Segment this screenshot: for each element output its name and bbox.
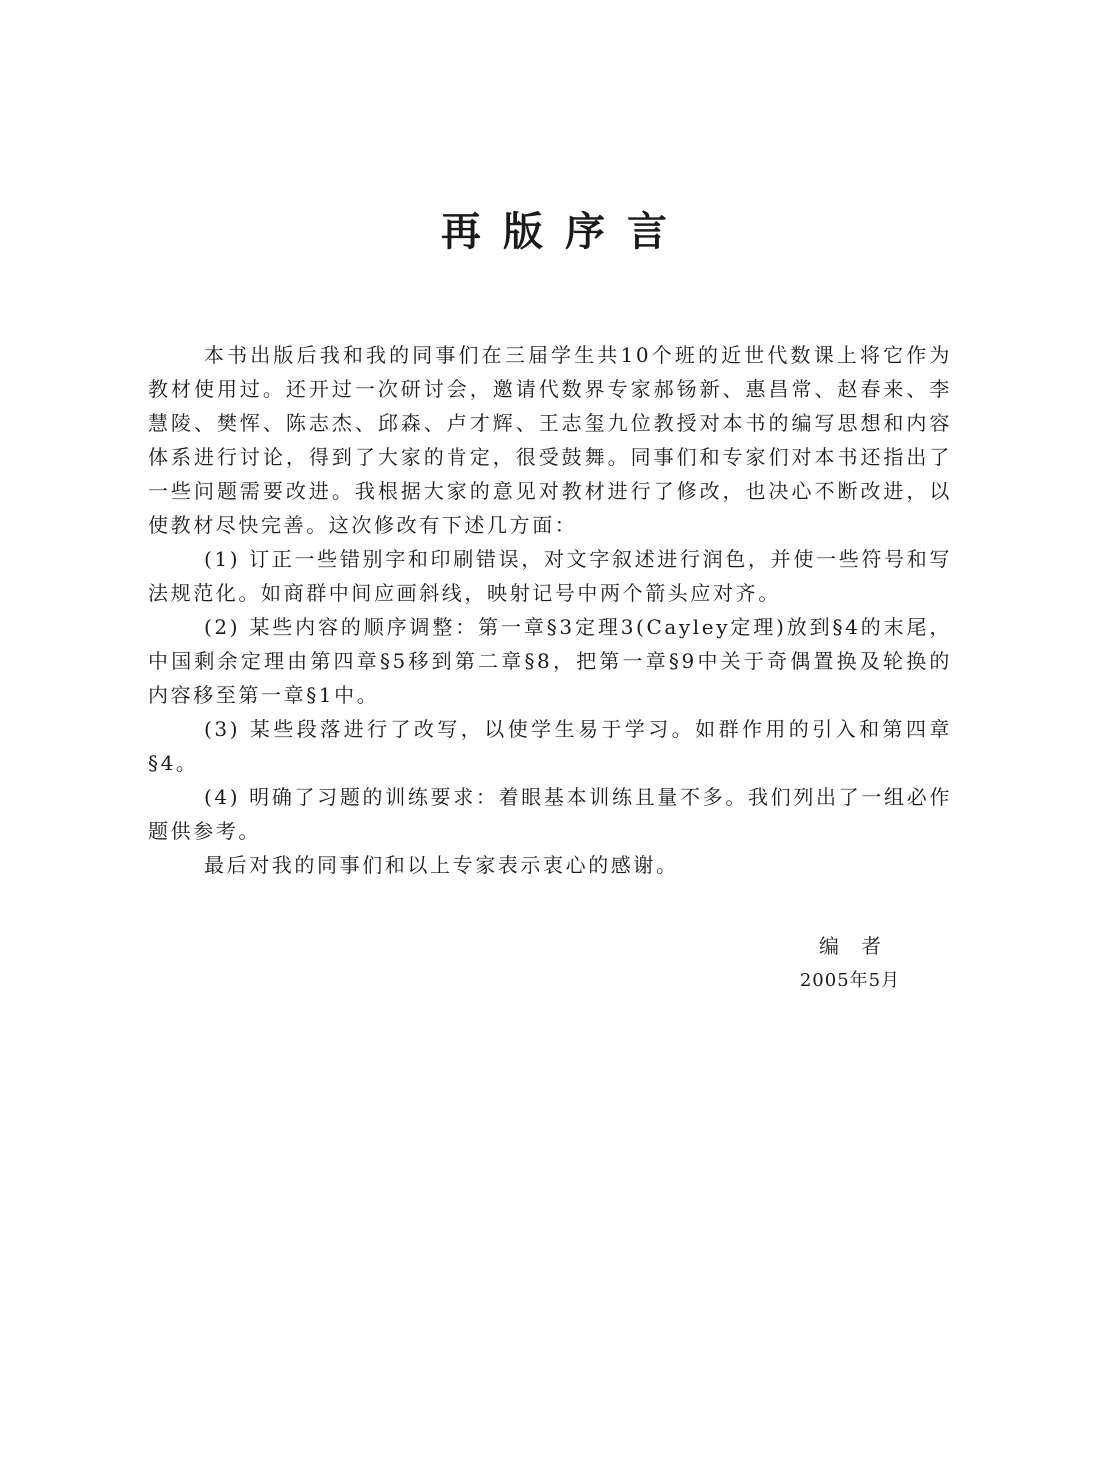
preface-body: [148, 338, 952, 882]
paragraph-intro: 本书出版后我和我的同事们在三届学生共10个班的近世代数课上将它作为教材使用过。还开过一次研讨会，邀请代数界专家郝钖新、惠昌常、赵春来、李慧陵、樊恽、陈志杰、邱森、卢才辉、王志玺九位教授对本书的编写思想和内容体系进行讨论，得到了大家的肯定，很受鼓舞。同事们和专家们对本书还指出了一些问题需要改进。我根据大家的意见对教材进行了修改，也决心不断改进，以使教材尽快完善。这次修改有下述几方面：: [148, 343, 952, 537]
paragraph-thanks: 最后对我的同事们和以上专家表示衷心的感谢。: [204, 853, 679, 877]
page-title: 再版序言: [441, 209, 689, 255]
paragraph-item-3: (3) 某些段落进行了改写，以使学生易于学习。如群作用的引入和第四章§4。: [148, 717, 952, 775]
author-signature: 编者: [819, 934, 903, 958]
paragraph-item-2: (2) 某些内容的顺序调整：第一章§3定理3(Cayley定理)放到§4的末尾，中国剩余定理由第四章§5移到第二章§8，把第一章§9中关于奇偶置换及轮换的内容移至第一章§1中。: [148, 615, 952, 707]
paragraph-item-1: (1) 订正一些错别字和印刷错误，对文字叙述进行润色，并使一些符号和写法规范化。如商群中间应画斜线，映射记号中两个箭头应对齐。: [148, 547, 952, 605]
paragraph-item-4: (4) 明确了习题的训练要求：着眼基本训练且量不多。我们列出了一组必作题供参考。: [148, 785, 952, 843]
signature-date: 2005年5月: [799, 970, 901, 991]
